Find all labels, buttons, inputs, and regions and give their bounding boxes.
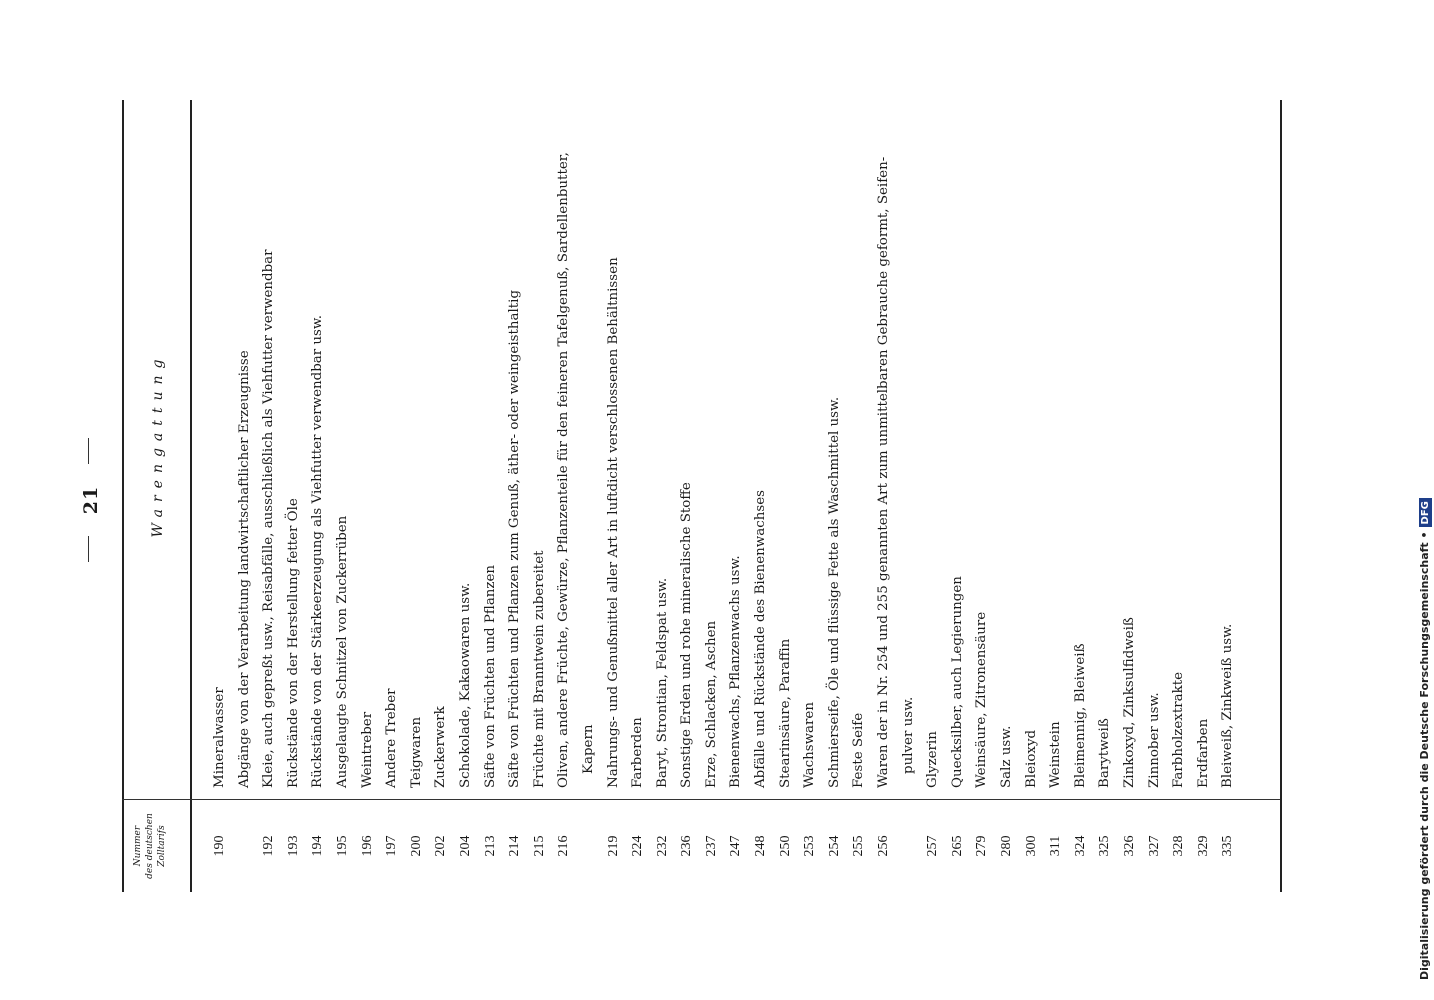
goods-description-text: Früchte mit Branntwein zubereitet [531, 550, 547, 788]
goods-description [626, 100, 651, 800]
goods-description-text: Zinnober usw. [1146, 692, 1162, 788]
page-number-dash-left [88, 536, 89, 562]
goods-description [479, 100, 504, 800]
goods-description-text: Schmierseife, Öle und flüssige Fette als Waschmittel usw. [826, 396, 842, 788]
header-number-line: Zolltarifs [157, 825, 167, 867]
goods-description-text: Stearinsäure, Paraffin [777, 638, 793, 788]
header-number-column [132, 802, 168, 890]
tariff-number: 300 [1023, 835, 1039, 857]
tariff-number: 194 [310, 835, 326, 857]
tariff-number: 254 [826, 835, 842, 857]
goods-description [1093, 100, 1118, 800]
table-row [1020, 100, 1045, 892]
goods-description-text: Säfte von Früchten und Pflanzen zum Genuß, äther- oder weingeisthaltig [507, 289, 523, 788]
goods-description [847, 100, 872, 800]
tariff-number: 232 [654, 835, 670, 857]
table-row [675, 100, 700, 892]
goods-description [700, 100, 725, 800]
tariff-number: 329 [1195, 835, 1211, 857]
goods-description [208, 100, 233, 800]
goods-description-text: Quecksilber, auch Legierungen [949, 576, 965, 788]
tariff-number: 279 [974, 835, 990, 857]
tariff-number: 327 [1146, 835, 1162, 857]
table-row [1069, 100, 1094, 892]
goods-description [675, 100, 700, 800]
table-row [1143, 100, 1168, 892]
goods-description-text: Andere Treber [384, 688, 400, 788]
table-row [749, 100, 774, 892]
header-goods-column: Warengattung [150, 352, 166, 538]
tariff-number: 265 [949, 835, 965, 857]
goods-description-text: Erdfarben [1195, 718, 1211, 788]
goods-description-text: Oliven, andere Früchte, Gewürze, Pflanzenteile für den feineren Tafelgenuß, Sardellenbutter, [556, 152, 572, 788]
tariff-number: 214 [507, 835, 523, 857]
goods-description [798, 100, 823, 800]
goods-description [405, 100, 430, 800]
goods-description-text: Glyzerin [925, 731, 941, 788]
goods-description-text: Erze, Schlacken, Aschen [703, 620, 719, 788]
goods-description-text: Mineralwasser [212, 687, 227, 788]
table-row [503, 100, 528, 892]
tariff-number: 197 [384, 835, 400, 857]
goods-description [651, 100, 676, 800]
goods-description [306, 100, 331, 800]
goods-description-text: Zuckerwerk [433, 706, 449, 788]
goods-description-text: Kleie, auch gepreßt usw., Reisabfälle, ausschließlich als Viehfutter verwendbar [261, 249, 277, 788]
goods-description [429, 100, 454, 800]
goods-description-text: Wachswaren [802, 702, 818, 788]
goods-description [257, 100, 282, 800]
goods-description-text: Weinsäure, Zitronensäure [974, 611, 990, 788]
goods-description [1069, 100, 1094, 800]
table-row [380, 100, 405, 892]
table-row [823, 100, 848, 892]
tariff-number: 248 [753, 835, 769, 857]
goods-description-text: Waren der in Nr. 254 und 255 genannten Art zum unmittelbaren Gebrauche geformt, Seifen- [876, 156, 892, 788]
table-row [208, 100, 233, 892]
table-row [995, 100, 1020, 892]
tariff-number: 236 [679, 835, 695, 857]
goods-description-text: Sonstige Erden und rohe mineralische Stoffe [679, 482, 695, 788]
tariff-number: 224 [630, 835, 646, 857]
table-row [282, 100, 307, 892]
goods-description [872, 100, 921, 800]
table-top-rule [122, 100, 124, 892]
goods-description [995, 100, 1020, 800]
tariff-number: 335 [1220, 835, 1236, 857]
goods-description [1216, 100, 1241, 800]
tariff-number: 255 [851, 835, 867, 857]
tariff-number: 196 [359, 835, 375, 857]
goods-description-text: Weinstein [1048, 721, 1064, 788]
table-row [405, 100, 430, 892]
table-row [1093, 100, 1118, 892]
tariff-number: 253 [802, 835, 818, 857]
page-number-dash-right [88, 438, 89, 464]
table-row [257, 100, 282, 892]
goods-description [970, 100, 995, 800]
dfg-logo-badge: DFG [1419, 498, 1432, 527]
goods-description [1118, 100, 1143, 800]
table-row [1044, 100, 1069, 892]
goods-description [774, 100, 799, 800]
tariff-number: 213 [482, 835, 498, 857]
goods-description [503, 100, 528, 800]
goods-description-text: Bleimennig, Bleiweiß [1072, 643, 1088, 788]
goods-description-text: Zinkoxyd, Zinksulfidweiß [1121, 617, 1137, 788]
tariff-number: 202 [433, 835, 449, 857]
table-row [724, 100, 749, 892]
goods-description-text: Ausgelaugte Schnitzel von Zuckerrüben [334, 515, 350, 788]
table-row [651, 100, 676, 892]
goods-description-text: Nahrungs- und Genußmittel aller Art in luftdicht verschlossenen Behältnissen [605, 257, 621, 788]
tariff-number: 257 [925, 835, 941, 857]
goods-description-text: Schokolade, Kakaowaren usw. [457, 582, 473, 788]
tariff-number: 280 [999, 835, 1014, 857]
tariff-number: 216 [556, 835, 572, 857]
table-row [602, 100, 627, 892]
goods-description-text: Farberden [630, 717, 646, 788]
table-row [479, 100, 504, 892]
tariff-number: 328 [1171, 835, 1187, 857]
table-row [970, 100, 995, 892]
goods-description [1044, 100, 1069, 800]
tariff-table-body [208, 100, 1241, 892]
goods-description [1167, 100, 1192, 800]
tariff-number: 325 [1097, 835, 1113, 857]
goods-description [282, 100, 307, 800]
table-row [700, 100, 725, 892]
goods-description-text: Säfte von Früchten und Pflanzen [482, 564, 498, 788]
goods-description [1020, 100, 1045, 800]
page-number: 21 [80, 485, 102, 515]
table-row [429, 100, 454, 892]
goods-description-text: Bienenwachs, Pflanzenwachs usw. [728, 555, 744, 788]
goods-description [233, 100, 258, 800]
funding-note-text: Digitalisierung gefördert durch die Deutsche Forschungsgemeinschaft • [1418, 531, 1431, 980]
goods-description-text: Rückstände von der Stärkeerzeugung als Viehfutter verwendbar usw. [310, 314, 326, 788]
table-row [1216, 100, 1241, 892]
tariff-number: 219 [605, 835, 621, 857]
table-row [872, 100, 921, 892]
goods-description-text: Abgänge von der Verarbeitung landwirtschaftlicher Erzeugnisse [236, 350, 252, 788]
table-row [233, 100, 258, 892]
goods-description-text: Rückstände von der Herstellung fetter Öle [285, 498, 301, 788]
goods-description-continuation: Kapern [580, 724, 596, 774]
table-row [847, 100, 872, 892]
dfg-funding-note [1418, 40, 1432, 980]
goods-description [823, 100, 848, 800]
table-bottom-rule [1280, 100, 1282, 892]
goods-description [724, 100, 749, 800]
goods-description-text: Abfälle und Rückstände des Bienenwachses [753, 489, 769, 788]
goods-description [552, 100, 601, 800]
goods-description [921, 100, 946, 800]
table-row [552, 100, 601, 892]
goods-description [528, 100, 553, 800]
goods-description [946, 100, 971, 800]
goods-description [1143, 100, 1168, 800]
table-row [528, 100, 553, 892]
tariff-number: 247 [728, 835, 744, 857]
goods-description-text: Feste Seife [851, 712, 867, 788]
tariff-number: 324 [1072, 835, 1088, 857]
tariff-number: 311 [1048, 835, 1064, 857]
table-header-rule [190, 100, 192, 892]
goods-description-text: Bleiweiß, Zinkweiß usw. [1220, 623, 1236, 788]
tariff-number: 326 [1121, 835, 1137, 857]
goods-description [749, 100, 774, 800]
tariff-number: 190 [212, 835, 227, 857]
table-row [626, 100, 651, 892]
tariff-number: 237 [703, 835, 719, 857]
table-row [356, 100, 381, 892]
goods-description [1192, 100, 1217, 800]
tariff-number: 250 [777, 835, 793, 857]
table-row [331, 100, 356, 892]
header-number-line: Nummer [133, 825, 143, 867]
tariff-number: 200 [408, 835, 424, 857]
goods-description-text: Weintreber [359, 711, 375, 788]
table-row [798, 100, 823, 892]
table-row [454, 100, 479, 892]
table-row [1192, 100, 1217, 892]
goods-description-text: Teigwaren [408, 716, 424, 788]
tariff-number: 204 [457, 835, 473, 857]
goods-description [380, 100, 405, 800]
goods-description [356, 100, 381, 800]
table-row [921, 100, 946, 892]
goods-description-continuation: pulver usw. [900, 696, 916, 774]
goods-description [454, 100, 479, 800]
goods-description-text: Farbholzextrakte [1171, 671, 1187, 788]
tariff-number: 195 [334, 835, 350, 857]
tariff-number: 256 [876, 835, 892, 857]
table-row [306, 100, 331, 892]
goods-description-text: Barytweiß [1097, 718, 1113, 788]
table-row [774, 100, 799, 892]
tariff-number: 192 [261, 835, 277, 857]
tariff-number: 193 [285, 835, 301, 857]
goods-description-text: Bleioxyd [1023, 729, 1039, 788]
table-row [1167, 100, 1192, 892]
goods-description-text: Baryt, Strontian, Feldspat usw. [654, 577, 670, 788]
goods-description [602, 100, 627, 800]
header-number-line: des deutschen [145, 813, 155, 879]
tariff-number: 215 [531, 835, 547, 857]
table-row [1118, 100, 1143, 892]
goods-description [331, 100, 356, 800]
goods-description-text: Salz usw. [999, 725, 1014, 788]
table-row [946, 100, 971, 892]
